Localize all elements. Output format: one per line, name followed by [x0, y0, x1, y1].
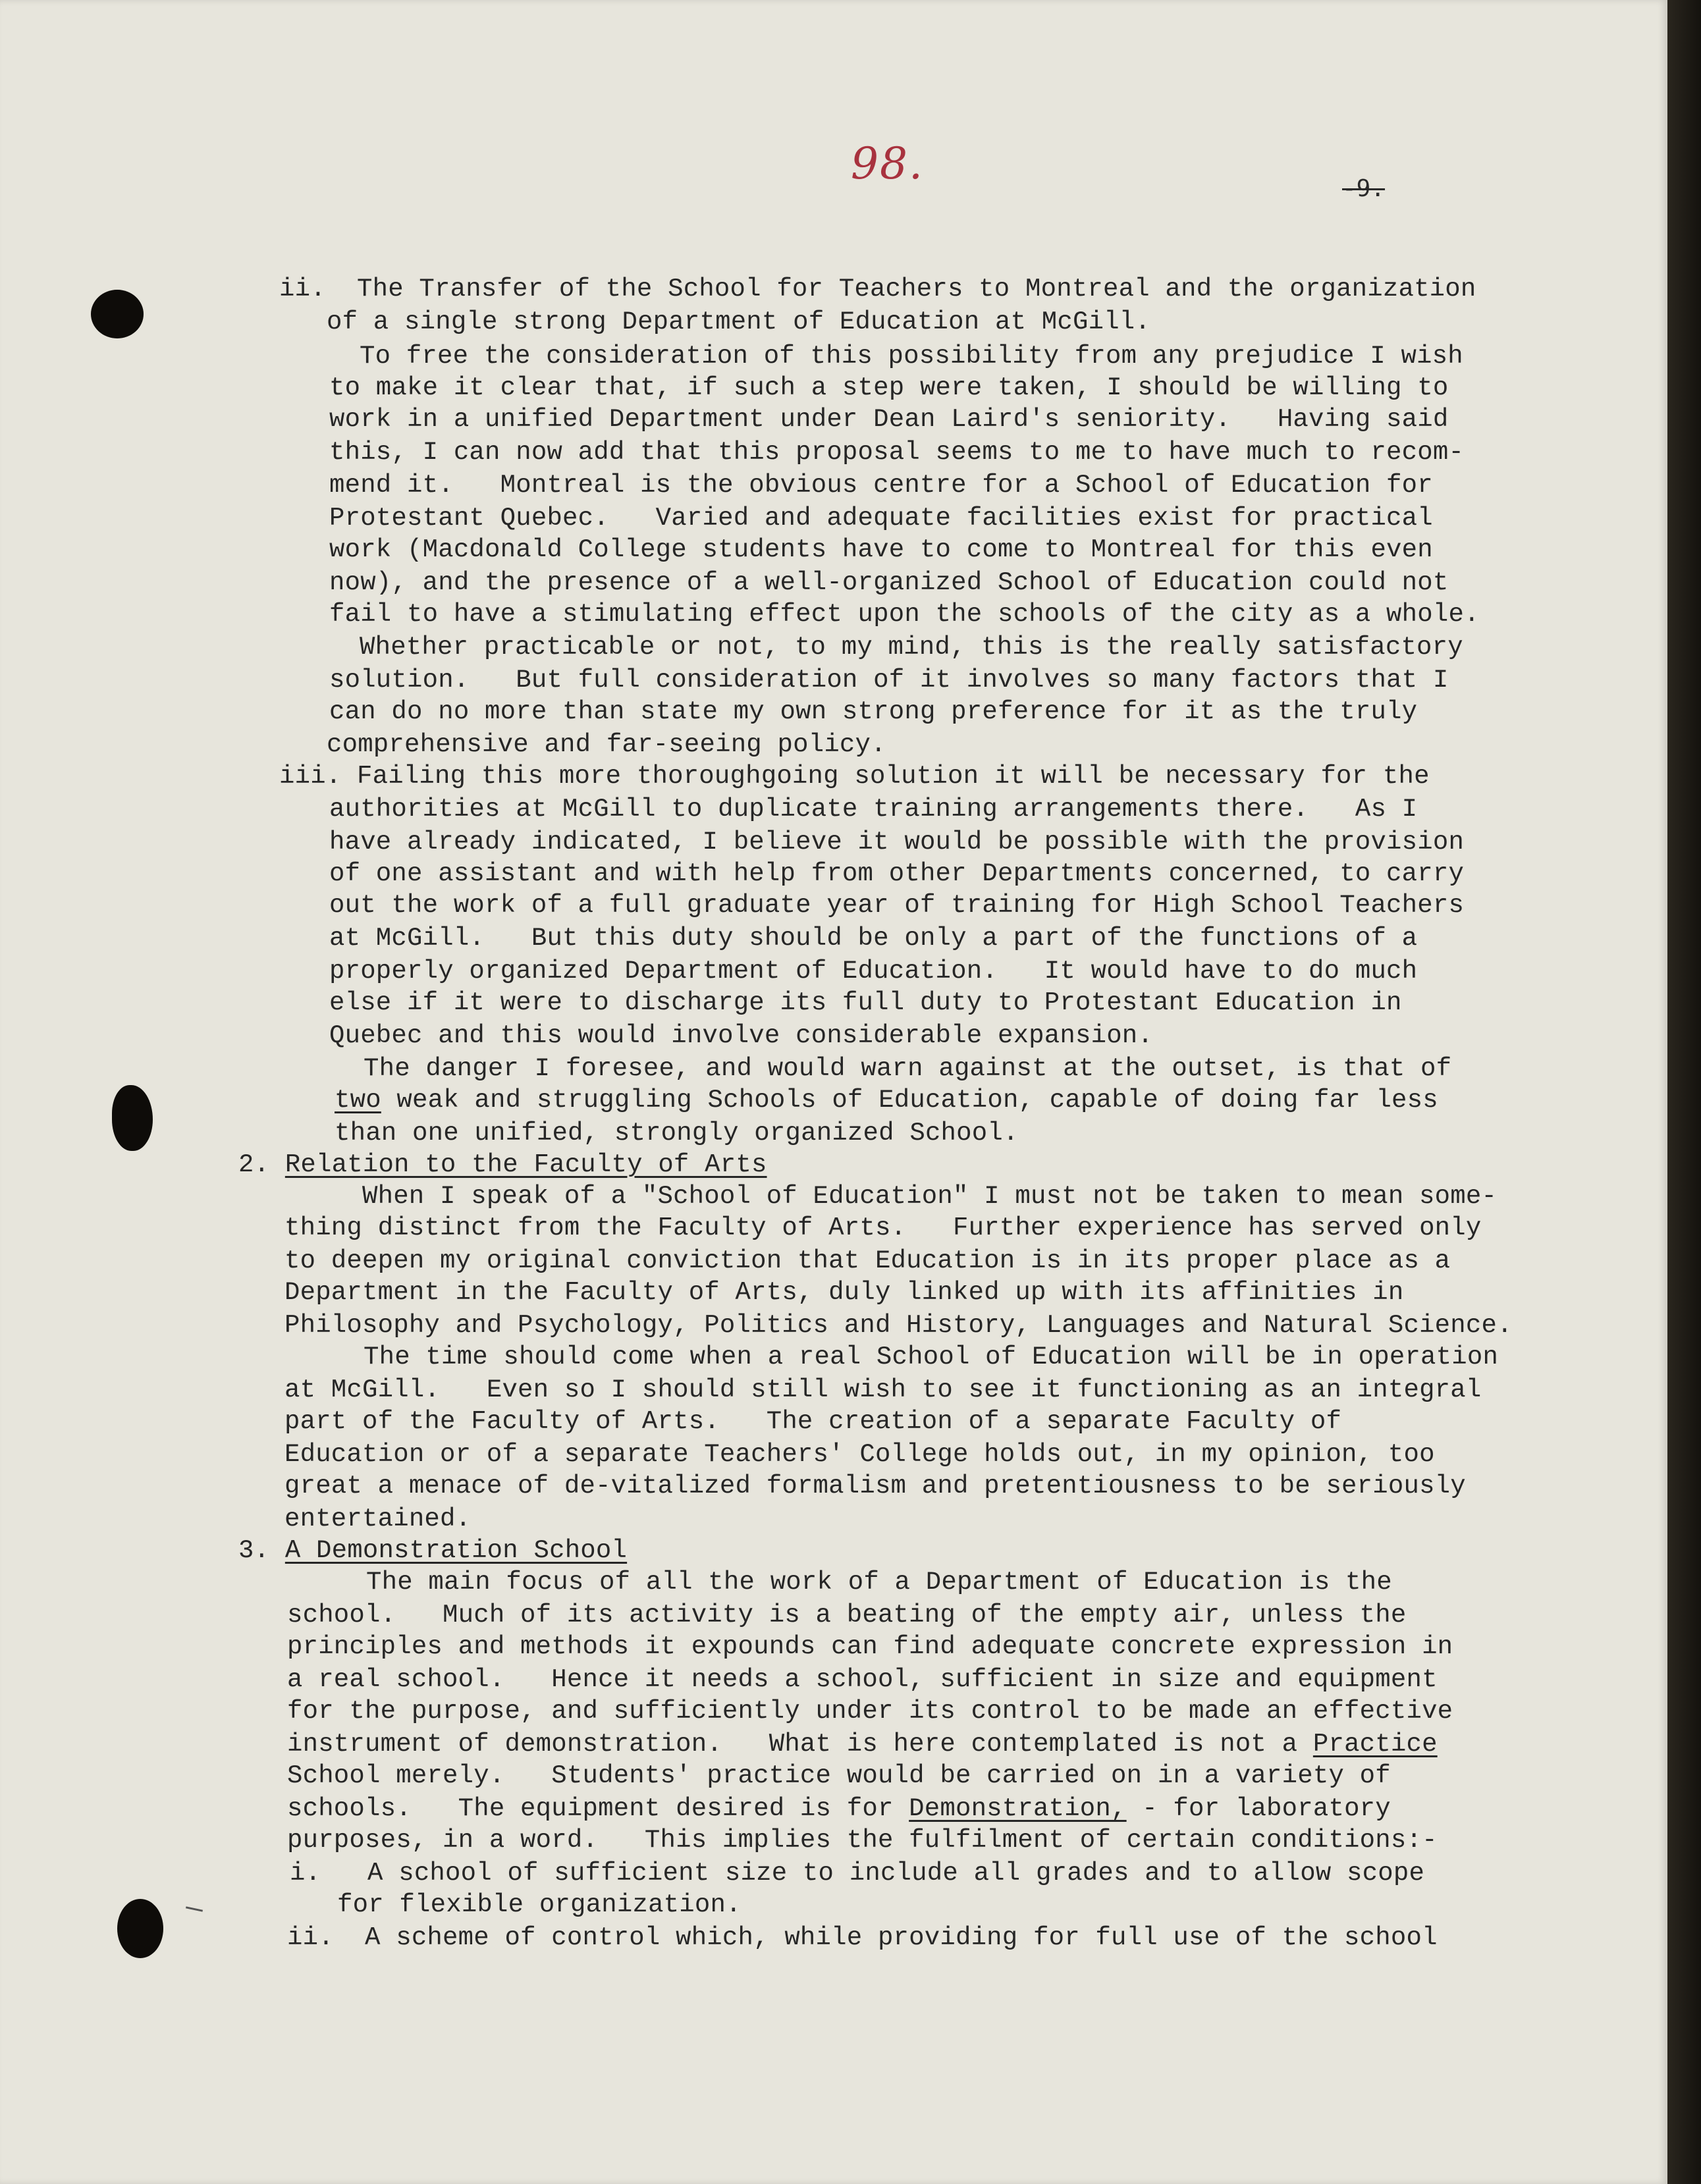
text-line: purposes, in a word. This implies the fulfilment of certain conditions:-: [287, 1826, 1438, 1855]
text-line: fail to have a stimulating effect upon the schools of the city as a whole.: [329, 600, 1480, 629]
section-3-heading-line: 3. A Demonstration School: [238, 1536, 628, 1565]
text-line: for flexible organization.: [337, 1890, 742, 1919]
text-line: authorities at McGill to duplicate training arrangements there. As I: [329, 795, 1418, 824]
underlined-word: two: [335, 1086, 381, 1115]
text-line: else if it were to discharge its full duty to Protestant Education in: [329, 988, 1402, 1017]
text-line: schools. The equipment desired is for Demonstration, - for laboratory: [287, 1794, 1391, 1823]
text-line: The danger I foresee, and would warn against at the outset, is that of: [364, 1054, 1452, 1083]
text-line: properly organized Department of Education. It would have to do much: [329, 957, 1418, 986]
text-line: To free the consideration of this possibility from any prejudice I wish: [360, 342, 1463, 371]
section-2-heading-line: 2. Relation to the Faculty of Arts: [238, 1150, 767, 1179]
section-heading: Relation to the Faculty of Arts: [284, 1150, 767, 1179]
text-line: part of the Faculty of Arts. The creation of a separate Faculty of: [284, 1407, 1342, 1436]
text-line: this, I can now add that this proposal seems to me to have much to recom-: [329, 438, 1465, 467]
text-line: The main focus of all the work of a Department of Education is the: [366, 1568, 1392, 1597]
punch-hole-top: [91, 290, 144, 338]
text-line: school. Much of its activity is a beating of the empty air, unless the: [287, 1601, 1407, 1630]
text-line: than one unified, strongly organized School.: [335, 1119, 1019, 1148]
text-line: Education or of a separate Teachers' College holds out, in my opinion, too: [284, 1440, 1435, 1469]
text-line: iii. Failing this more thoroughgoing solution it will be necessary for the: [279, 762, 1430, 791]
text-line: entertained.: [284, 1505, 472, 1533]
text-line: ii. The Transfer of the School for Teachers to Montreal and the organization: [279, 275, 1476, 304]
text-line: for the purpose, and sufficiently under its control to be made an effective: [287, 1697, 1453, 1726]
text-line: work in a unified Department under Dean Laird's seniority. Having said: [329, 405, 1449, 434]
text-line: thing distinct from the Faculty of Arts. Further experience has served only: [284, 1213, 1482, 1242]
handwritten-folio-number: 98.: [851, 138, 924, 189]
dark-background-edge: [1667, 0, 1701, 2184]
text-line: two weak and struggling Schools of Education, capable of doing far less: [335, 1086, 1438, 1115]
text-line: School merely. Students' practice would be carried on in a variety of: [287, 1761, 1391, 1790]
text-line: principles and methods it expounds can find adequate concrete expression in: [287, 1632, 1453, 1661]
text-line: work (Macdonald College students have to come to Montreal for this even: [329, 535, 1433, 564]
text-line: to deepen my original conviction that Education is in its proper place as a: [284, 1246, 1451, 1275]
text-line: When I speak of a "School of Education" I must not be taken to mean some-: [362, 1182, 1498, 1211]
underlined-word: Demonstration,: [909, 1794, 1127, 1823]
text-line: at McGill. But this duty should be only a part of the functions of a: [329, 924, 1418, 953]
punch-hole-bottom: [117, 1899, 163, 1958]
text-line: instrument of demonstration. What is here contemplated is not a Practice: [287, 1730, 1438, 1759]
text-line: can do no more than state my own strong preference for it as the truly: [329, 697, 1418, 726]
punch-hole-middle: [112, 1085, 153, 1151]
text-line: Philosophy and Psychology, Politics and History, Languages and Natural Science.: [284, 1311, 1513, 1340]
text-line: mend it. Montreal is the obvious centre for a School of Education for: [329, 471, 1433, 500]
text-line: at McGill. Even so I should still wish to see it functioning as an integral: [284, 1375, 1482, 1404]
text-line: a real school. Hence it needs a school, sufficient in size and equipment: [287, 1665, 1438, 1694]
text-line: of a single strong Department of Education at McGill.: [327, 307, 1151, 336]
text-line: of one assistant and with help from other Departments concerned, to carry: [329, 859, 1465, 888]
text-line: ii. A scheme of control which, while providing for full use of the school: [287, 1923, 1438, 1952]
page-number: -9.: [1342, 175, 1386, 202]
text-line: to make it clear that, if such a step were taken, I should be willing to: [329, 373, 1449, 402]
underlined-word: Practice: [1312, 1730, 1438, 1759]
text-line: comprehensive and far-seeing policy.: [327, 730, 886, 759]
text-line: solution. But full consideration of it involves so many factors that I: [329, 666, 1449, 695]
text-line: great a menace of de-vitalized formalism and pretentiousness to be seriously: [284, 1472, 1466, 1501]
text-line: Department in the Faculty of Arts, duly linked up with its affinities in: [284, 1278, 1404, 1307]
section-heading: A Demonstration School: [284, 1536, 628, 1565]
text-line: The time should come when a real School of Education will be in operation: [364, 1343, 1499, 1372]
text-line: Protestant Quebec. Varied and adequate facilities exist for practical: [329, 504, 1433, 533]
text-line: have already indicated, I believe it would be possible with the provision: [329, 828, 1465, 857]
text-line: i. A school of sufficient size to include all grades and to allow scope: [290, 1859, 1425, 1888]
text-line: now), and the presence of a well-organized School of Education could not: [329, 568, 1449, 597]
text-line: Whether practicable or not, to my mind, this is the really satisfactory: [360, 633, 1463, 662]
text-line: out the work of a full graduate year of training for High School Teachers: [329, 891, 1465, 920]
text-line: Quebec and this would involve considerable expansion.: [329, 1021, 1154, 1050]
